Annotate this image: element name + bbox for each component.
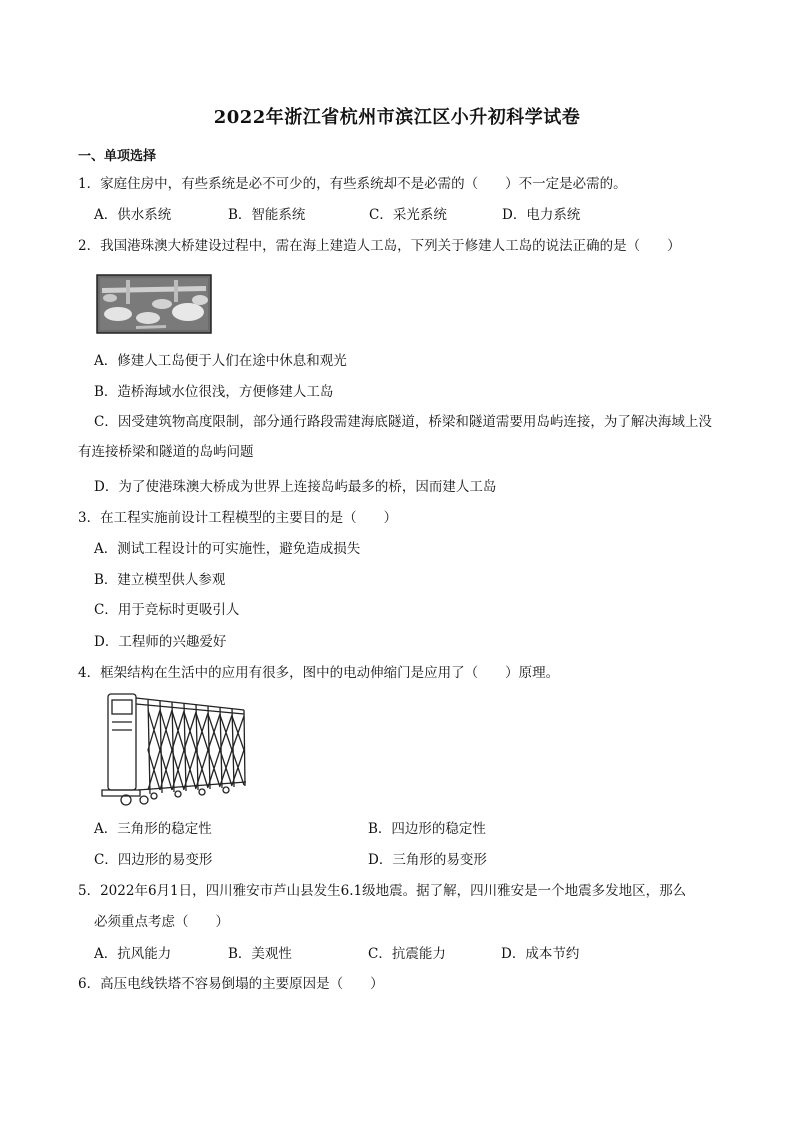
question-3-option-a: A．测试工程设计的可实施性，避免造成损失 — [94, 541, 361, 557]
option-c: C．抗震能力 — [368, 946, 446, 962]
question-2-stem: 2．我国港珠澳大桥建设过程中，需在海上建造人工岛，下列关于修建人工岛的说法正确的是（ ） — [78, 238, 681, 254]
question-4-stem: 4．框架结构在生活中的应用有很多，图中的电动伸缩门是应用了（ ）原理。 — [78, 665, 560, 681]
question-3-stem: 3．在工程实施前设计工程模型的主要目的是（ ） — [78, 510, 398, 526]
question-2-option-b: B．造桥海域水位很浅，方便修建人工岛 — [94, 384, 334, 400]
retractable-gate-image — [98, 690, 250, 808]
option-a: A．抗风能力 — [94, 946, 172, 962]
section-heading: 一、单项选择 — [78, 149, 157, 164]
question-3-option-c: C．用于竞标时更吸引人 — [94, 602, 240, 618]
question-5-stem-line-1: 5．2022年6月1日，四川雅安市芦山县发生6.1级地震。据了解，四川雅安是一个地震多发地区，那么 — [78, 883, 687, 899]
option-b: B．美观性 — [228, 946, 292, 962]
option-c: C．四边形的易变形 — [94, 852, 213, 868]
question-2-option-d: D．为了使港珠澳大桥成为世界上连接岛屿最多的桥，因而建人工岛 — [94, 479, 497, 495]
question-6-stem: 6．高压电线铁塔不容易倒塌的主要原因是（ ） — [78, 976, 384, 992]
option-b: B．智能系统 — [228, 207, 306, 223]
question-3-option-b: B．建立模型供人参观 — [94, 572, 226, 588]
question-1-stem: 1．家庭住房中，有些系统是必不可少的，有些系统却不是必需的（ ）不一定是必需的。 — [78, 176, 627, 192]
option-c: C．采光系统 — [369, 207, 447, 223]
option-d: D．三角形的易变形 — [368, 852, 487, 868]
question-2-option-c: C．因受建筑物高度限制，部分通行路段需建海底隧道，桥梁和隧道需要用岛屿连接，为了解决海域上没有连接桥梁和隧道的岛屿问题 — [78, 414, 712, 460]
option-d: D．成本节约 — [501, 946, 580, 962]
option-b: B．四边形的稳定性 — [368, 821, 486, 837]
question-2-option-a: A．修建人工岛便于人们在途中休息和观光 — [94, 353, 347, 369]
option-d: D．电力系统 — [502, 207, 581, 223]
option-a: A．供水系统 — [94, 207, 172, 223]
option-a: A．三角形的稳定性 — [94, 821, 212, 837]
page-title: 2022年浙江省杭州市滨江区小升初科学试卷 — [213, 107, 581, 128]
question-3-option-d: D．工程师的兴趣爱好 — [94, 634, 227, 650]
island-photo-image — [96, 274, 212, 334]
question-5-stem-line-2: 必须重点考虑（ ） — [94, 914, 229, 930]
